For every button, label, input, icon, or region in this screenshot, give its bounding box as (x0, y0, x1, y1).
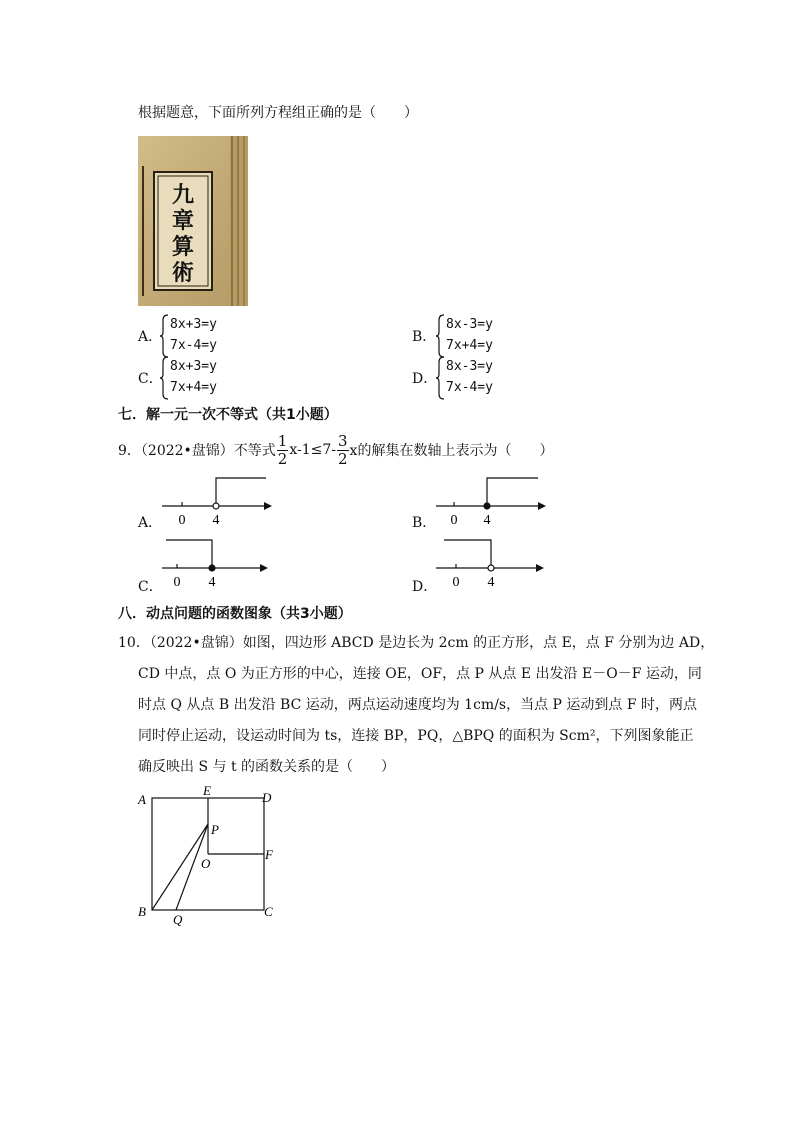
section-heading: 八．动点问题的函数图象（共3小题） (118, 606, 352, 622)
equation: 8x+3=y (170, 317, 217, 332)
point-label-e: E (203, 786, 211, 798)
fraction-denominator: 2 (338, 449, 348, 468)
q10-line: 10．（2022•盘锦）如图，四边形 ABCD 是边长为 2cm 的正方形，点 E，点 F 分别为边 AD， (118, 635, 715, 651)
equation: 8x-3=y (446, 359, 493, 374)
tick-label: 0 (173, 575, 181, 590)
book-title-char: 術 (171, 260, 195, 285)
number-line (160, 536, 280, 596)
fraction (277, 433, 289, 468)
point-label-p: P (211, 822, 219, 837)
option-letter: D． (412, 579, 438, 595)
number-line (434, 472, 554, 532)
q10-line: CD 中点，点 O 为正方形的中心，连接 OE，OF，点 P 从点 E 出发沿 E－O－F 运动，同 (138, 666, 702, 682)
q10-line: 同时停止运动，设运动时间为 ts，连接 BP，PQ，△BPQ 的面积为 Scm²，下列图象能正 (138, 728, 694, 744)
segment-bp (152, 824, 208, 910)
arrow-icon (264, 502, 272, 510)
point-label-c: C (264, 904, 273, 919)
option-letter: A． (138, 515, 163, 531)
option-letter: D． (412, 371, 438, 387)
tick-label: 4 (208, 575, 216, 590)
book-title-char: 算 (171, 234, 195, 259)
option-letter: C． (138, 371, 163, 387)
tick-label: 0 (178, 513, 186, 528)
equation: 8x-3=y (446, 317, 493, 332)
option-letter: B． (412, 515, 437, 531)
arrow-icon (260, 564, 268, 572)
tick-label: 0 (452, 575, 460, 590)
fraction-numerator: 3 (338, 431, 348, 450)
question-10-stem (118, 628, 715, 783)
brace-icon (436, 356, 446, 400)
option-letter: A． (138, 329, 163, 345)
q9-suffix: x的解集在数轴上表示为（ ） (349, 443, 554, 459)
q9-middle: x-1≤7- (289, 442, 336, 458)
fraction-numerator: 1 (277, 431, 288, 450)
point-label-d: D (262, 790, 272, 805)
q10-line: 时点 Q 从点 B 出发沿 BC 运动，两点运动速度均为 1cm/s，当点 P 运动到点 F 时，两点 (138, 697, 698, 713)
tick-label: 4 (483, 513, 491, 528)
question-9-stem (118, 432, 553, 468)
tick-label: 4 (487, 575, 495, 590)
arrow-icon (538, 502, 546, 510)
brace-icon (160, 314, 170, 358)
equation: 7x-4=y (446, 380, 493, 395)
number-line (434, 536, 554, 596)
point-label-a: A (138, 792, 146, 807)
square-figure (132, 786, 282, 928)
brace-icon (160, 356, 170, 400)
equation: 7x-4=y (170, 338, 217, 353)
open-dot-icon (488, 565, 494, 571)
book-title-char: 章 (171, 208, 195, 233)
option-letter: B． (412, 329, 437, 345)
point-label-o: O (201, 856, 211, 871)
number-line (160, 472, 280, 532)
closed-dot-icon (484, 503, 490, 509)
tick-label: 4 (212, 513, 220, 528)
point-label-f: F (265, 847, 273, 862)
book-title-char: 九 (171, 182, 195, 207)
open-dot-icon (213, 503, 219, 509)
q10-line: 确反映出 S 与 t 的函数关系的是（ ） (138, 759, 396, 775)
option-letter: C． (138, 579, 163, 595)
book-cover-image (138, 136, 248, 306)
arrow-icon (536, 564, 544, 572)
equation: 7x+4=y (170, 380, 217, 395)
brace-icon (436, 314, 446, 358)
fraction (337, 433, 349, 468)
q9-prefix: 9．（2022•盘锦）不等式 (118, 443, 276, 459)
point-label-q: Q (173, 912, 183, 927)
closed-dot-icon (209, 565, 215, 571)
equation: 8x+3=y (170, 359, 217, 374)
fraction-denominator: 2 (277, 449, 288, 468)
equation: 7x+4=y (446, 338, 493, 353)
section-heading: 七．解一元一次不等式（共1小题） (118, 407, 338, 423)
point-label-b: B (138, 904, 146, 919)
question-stem-line: 根据题意，下面所列方程组正确的是（ ） (138, 105, 418, 121)
tick-label: 0 (450, 513, 458, 528)
